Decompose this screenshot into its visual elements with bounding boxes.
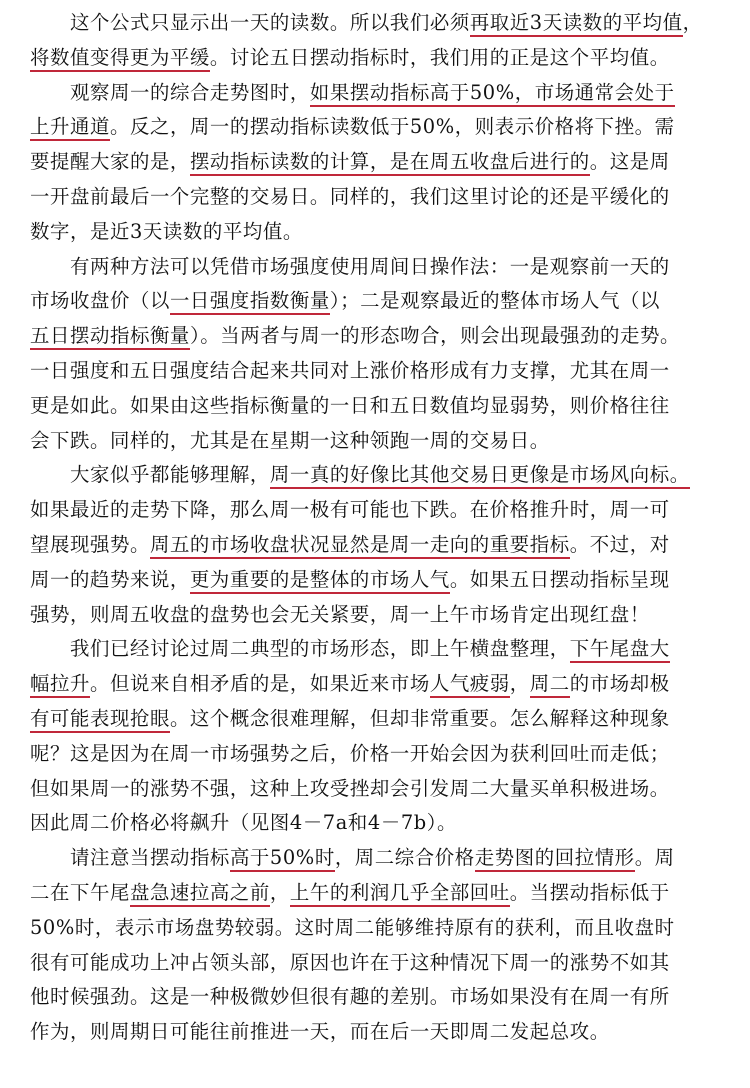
text-run: ）。当两者与周一的形态吻合，则会出现最强劲的走势。 — [189, 324, 681, 348]
text-line — [30, 980, 730, 1015]
text-line — [30, 667, 730, 702]
document-page — [30, 6, 730, 1050]
text-line — [30, 6, 730, 41]
text-line — [30, 41, 730, 76]
text-run: 更是如此。如果由这些指标衡量的一日和五日数值均显弱势，则价格往往 — [30, 393, 670, 417]
text-run: 。如果五日摆动指标呈现 — [449, 567, 670, 591]
text-line — [30, 493, 730, 528]
text-line — [30, 389, 730, 424]
text-line — [30, 250, 730, 285]
underlined-text: 再取近3天读数的平均值 — [470, 11, 683, 37]
text-line — [30, 528, 730, 563]
text-run: ，周二综合价格 — [334, 846, 475, 870]
text-run: 如果最近的走势下降，那么周一极有可能也下跌。在价格推升时，周一可 — [30, 498, 670, 522]
text-line — [30, 841, 730, 876]
text-run: ， — [269, 880, 290, 904]
text-run: 二在下午尾 — [30, 880, 130, 904]
underlined-text: 周一真的好像比其他交易日更像是市场风向标。 — [270, 463, 690, 489]
text-line — [30, 76, 730, 111]
text-run: 周一的趋势来说， — [30, 567, 190, 591]
underlined-text: 五日摆动指标衡量 — [30, 324, 190, 350]
text-run: ）；二是观察最近的整体市场人气（以 — [329, 289, 661, 313]
text-run: 。反之，周一的摆动指标读数低于50%，则表示价格将下挫。需 — [109, 115, 675, 139]
underlined-text: 盘急速拉高之前 — [130, 881, 270, 907]
text-line — [30, 1015, 730, 1050]
text-line — [30, 354, 730, 389]
underlined-text: 人气疲弱 — [430, 672, 510, 698]
text-line — [30, 145, 730, 180]
text-run: 数字，是近3天读数的平均值。 — [30, 219, 303, 243]
text-run: 有两种方法可以凭借市场强度使用周间日操作法：一是观察前一天的 — [70, 254, 670, 278]
text-line — [30, 563, 730, 598]
underlined-text: 周二 — [530, 672, 570, 698]
underlined-text: 有可能表现抢眼 — [30, 707, 170, 733]
underlined-text: 上升通道 — [30, 115, 110, 141]
text-run: 我们已经讨论过周二典型的市场形态，即上午横盘整理， — [70, 637, 570, 661]
text-run: 因此周二价格必将飙升（见图4－7a和4－7b）。 — [30, 811, 458, 835]
text-run: 。这是周 — [589, 150, 670, 174]
text-run: 大家似乎都能够理解， — [70, 463, 270, 487]
underlined-text: 一日强度指数衡量 — [170, 289, 330, 315]
text-line — [30, 772, 730, 807]
text-run: 。当摆动指标低于 — [509, 880, 670, 904]
underlined-text: 下午尾盘大 — [570, 637, 670, 663]
text-line — [30, 632, 730, 667]
underlined-text: 更为重要的是整体的市场人气 — [190, 568, 450, 594]
text-line — [30, 424, 730, 459]
underlined-text: 上午的利润几乎全部回吐 — [290, 881, 510, 907]
underlined-text: 周五的市场收盘状况显然是周一走向的重要指标 — [150, 533, 570, 559]
text-run: 一开盘前最后一个完整的交易日。同样的，我们这里讨论的还是平缓化的 — [30, 184, 670, 208]
text-run: 很有可能成功上冲占领头部，原因也许在于这种情况下周一的涨势不如其 — [30, 950, 670, 974]
text-line — [30, 806, 730, 841]
text-run: 但如果周一的涨势不强，这种上攻受挫却会引发周二大量买单积极进场。 — [30, 776, 670, 800]
text-line — [30, 737, 730, 772]
underlined-text: 将数值变得更为平缓 — [30, 46, 210, 72]
text-run: 市场收盘价（以 — [30, 289, 170, 313]
text-run: 的市场却极 — [569, 672, 670, 696]
text-run: 观察周一的综合走势图时， — [70, 80, 310, 104]
text-run: 望展现强势。 — [30, 532, 150, 556]
text-run: 。这个概念很难理解，但却非常重要。怎么解释这种现象 — [169, 706, 670, 730]
text-line — [30, 458, 730, 493]
text-run: 。周 — [634, 846, 675, 870]
text-run: 。讨论五日摆动指标时，我们用的正是这个平均值。 — [209, 45, 670, 69]
text-run: 他时候强劲。这是一种极微妙但很有趣的差别。市场如果没有在周一有所 — [30, 985, 670, 1009]
text-run: 一日强度和五日强度结合起来共同对上涨价格形成有力支撑，尤其在周一 — [30, 358, 670, 382]
text-run: 50%时，表示市场盘势较弱。这时周二能够维持原有的获利，而且收盘时 — [30, 915, 675, 939]
text-line — [30, 180, 730, 215]
text-run: 强势，则周五收盘的盘势也会无关紧要，周一上午市场肯定出现红盘！ — [30, 602, 650, 626]
underlined-text: 幅拉升 — [30, 672, 90, 698]
text-line — [30, 702, 730, 737]
underlined-text: 走势图的回拉情形 — [475, 846, 635, 872]
text-run: 呢？这是因为在周一市场强势之后，价格一开始会因为获利回吐而走低； — [30, 741, 670, 765]
text-line — [30, 215, 730, 250]
text-line — [30, 110, 730, 145]
underlined-text: 摆动指标读数的计算，是在周五收盘后进行的 — [190, 150, 590, 176]
text-run: 要提醒大家的是， — [30, 150, 190, 174]
underlined-text: 高于50%时 — [230, 846, 335, 872]
text-run: 请注意当摆动指标 — [70, 846, 230, 870]
text-line — [30, 284, 730, 319]
text-line — [30, 598, 730, 633]
text-line — [30, 319, 730, 354]
text-run: 。但说来自相矛盾的是，如果近来市场 — [89, 672, 430, 696]
text-line — [30, 876, 730, 911]
text-line — [30, 911, 730, 946]
text-run: 作为，则周期日可能往前推进一天，而在后一天即周二发起总攻。 — [30, 1020, 610, 1044]
text-run: 这个公式只显示出一天的读数。所以我们必须 — [70, 11, 470, 34]
text-run: ， — [682, 11, 703, 34]
text-run: 。不过，对 — [569, 532, 670, 556]
text-line — [30, 946, 730, 981]
text-run: ， — [509, 672, 530, 696]
underlined-text: 如果摆动指标高于50%，市场通常会处于 — [310, 81, 675, 107]
text-run: 会下跌。同样的，尤其是在星期一这种领跑一周的交易日。 — [30, 428, 550, 452]
